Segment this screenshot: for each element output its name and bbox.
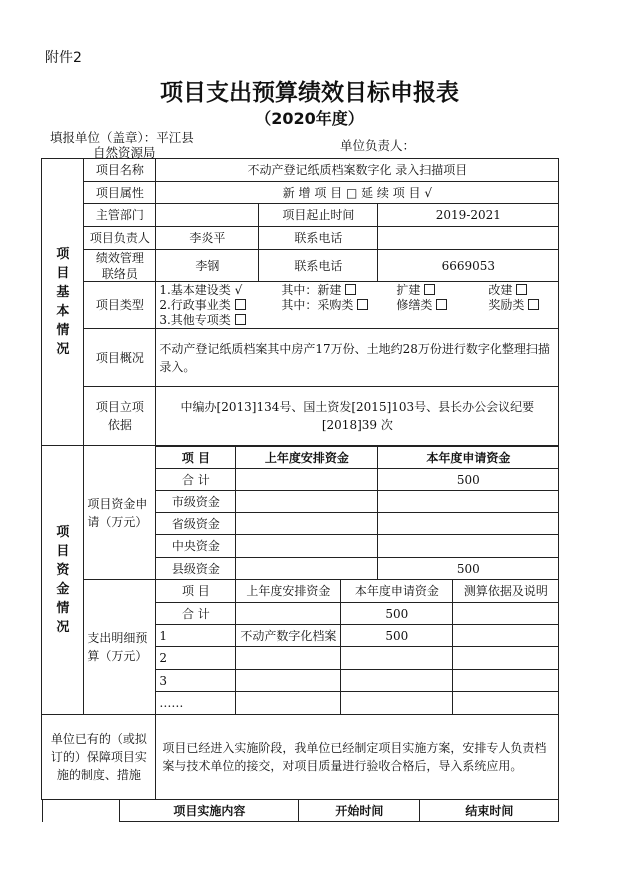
detail-cell: 3 <box>155 669 236 692</box>
apply-cell: 市级资金 <box>155 490 236 513</box>
unit-head-label: 单位负责人： <box>340 138 416 153</box>
perf-phone-label: 联系电话 <box>258 249 378 282</box>
detail-cell: 不动产数字化档案 <box>235 624 341 647</box>
apply-cell <box>235 490 378 513</box>
type-option[interactable] <box>281 283 396 298</box>
apply-header: 项 目 <box>155 446 236 469</box>
checkbox-icon <box>345 284 356 295</box>
apply-cell: 500 <box>377 468 559 491</box>
checkbox-icon <box>436 299 447 310</box>
perf-label: 绩效管理联络员 <box>83 249 156 282</box>
divider <box>42 800 43 822</box>
char: 情 <box>56 601 70 617</box>
char: 目 <box>56 266 70 282</box>
detail-cell <box>340 691 453 715</box>
detail-cell <box>452 624 559 647</box>
schedule-header: 结束时间 <box>419 799 559 822</box>
char: 项 <box>56 247 70 263</box>
option-label: 奖励类 <box>488 297 525 312</box>
detail-cell: 合 计 <box>155 602 236 625</box>
leader-value: 李炎平 <box>155 226 259 250</box>
char: 资 <box>56 563 70 579</box>
perf-phone: 6669053 <box>377 249 559 282</box>
project-attr: 新 增 项 目 □ 延 续 项 目 √ <box>155 181 559 204</box>
char: 况 <box>56 620 70 636</box>
char: 情 <box>56 323 70 339</box>
unit-name-line2: 自然资源局 <box>93 145 156 160</box>
apply-cell <box>377 534 559 558</box>
option-label: 改建 <box>488 282 513 297</box>
overview-text: 不动产登记纸质档案其中房产17万份、土地约28万份进行数字化整理扫描录入。 <box>155 328 559 387</box>
detail-cell: 2 <box>155 646 236 670</box>
apply-header: 本年度申请资金 <box>377 446 559 469</box>
apply-cell <box>235 557 378 580</box>
checkbox-icon <box>235 314 246 325</box>
perf-value: 李钢 <box>155 249 259 282</box>
project-name: 不动产登记纸质档案数字化 录入扫描项目 <box>155 158 559 182</box>
char: 项 <box>56 525 70 541</box>
basic-section-label <box>41 158 84 446</box>
char: 况 <box>56 342 70 358</box>
checkbox-icon <box>357 299 368 310</box>
detail-cell <box>452 691 559 715</box>
dept-value <box>155 203 259 227</box>
apply-cell <box>377 490 559 513</box>
attachment-label: 附件2 <box>45 50 82 66</box>
detail-cell <box>235 646 341 670</box>
type-option[interactable] <box>396 283 488 298</box>
apply-cell <box>235 468 378 491</box>
detail-header: 项 目 <box>155 579 236 603</box>
detail-cell <box>340 646 453 670</box>
schedule-header: 开始时间 <box>298 799 420 822</box>
detail-cell <box>235 602 341 625</box>
page-title: 项目支出预算绩效目标申报表 <box>160 80 459 106</box>
type-option[interactable] <box>159 298 281 313</box>
detail-cell: …… <box>155 691 236 715</box>
type-options <box>155 281 559 329</box>
apply-cell: 合 计 <box>155 468 236 491</box>
detail-cell <box>452 669 559 692</box>
name-label: 项目名称 <box>83 158 156 182</box>
detail-cell <box>452 602 559 625</box>
detail-cell <box>452 646 559 670</box>
period-label: 项目起止时间 <box>258 203 378 227</box>
attr-label: 项目属性 <box>83 181 156 204</box>
apply-cell: 500 <box>377 557 559 580</box>
checkbox-icon <box>528 299 539 310</box>
detail-cell: 1 <box>155 624 236 647</box>
detail-cell <box>235 691 341 715</box>
detail-cell: 500 <box>340 602 453 625</box>
option-label: 2.行政事业类 <box>159 297 231 312</box>
char: 本 <box>56 304 70 320</box>
type-option[interactable] <box>281 298 396 313</box>
char: 基 <box>56 285 70 301</box>
apply-cell: 省级资金 <box>155 512 236 535</box>
apply-cell: 县级资金 <box>155 557 236 580</box>
char: 金 <box>56 582 70 598</box>
type-option[interactable] <box>488 283 568 298</box>
type-option[interactable] <box>396 298 488 313</box>
apply-cell: 中央资金 <box>155 534 236 558</box>
option-label: 其中：新建 <box>281 282 342 297</box>
option-label: 3.其他专项类 <box>159 312 231 327</box>
period-value: 2019-2021 <box>377 203 559 227</box>
option-label: 修缮类 <box>396 297 433 312</box>
schedule-header: 项目实施内容 <box>119 799 299 822</box>
checkbox-icon <box>235 299 246 310</box>
detail-header: 本年度申请资金 <box>340 579 453 603</box>
basis-text: 中编办[2013]134号、国土资发[2015]103号、县长办公会议纪要[2018]39 次 <box>155 386 559 446</box>
checkbox-icon <box>424 284 435 295</box>
detail-header: 测算依据及说明 <box>452 579 559 603</box>
overview-label: 项目概况 <box>83 328 156 387</box>
option-label: 扩建 <box>396 282 421 297</box>
basis-label: 项目立项依据 <box>83 386 156 446</box>
unit-label: 填报单位（盖章）：平江县 <box>50 130 194 145</box>
option-label: 其中：采购类 <box>281 297 354 312</box>
measures-text: 项目已经进入实施阶段，我单位已经制定项目实施方案，安排专人负责档案与技术单位的接交，对项目质量进行验收合格后，导入系统应用。 <box>155 714 559 800</box>
leader-label: 项目负责人 <box>83 226 156 250</box>
type-option[interactable] <box>159 283 281 298</box>
apply-cell <box>235 534 378 558</box>
apply-header: 上年度安排资金 <box>235 446 378 469</box>
detail-label: 支出明细预算（万元） <box>83 579 156 715</box>
apply-cell <box>235 512 378 535</box>
checkbox-icon <box>516 284 527 295</box>
detail-cell <box>340 669 453 692</box>
funds-section-label <box>41 445 84 715</box>
detail-cell <box>235 669 341 692</box>
detail-cell: 500 <box>340 624 453 647</box>
leader-phone-label: 联系电话 <box>258 226 378 250</box>
detail-header: 上年度安排资金 <box>235 579 341 603</box>
type-option[interactable] <box>488 298 568 313</box>
apply-label: 项目资金申请（万元） <box>83 445 156 580</box>
leader-phone <box>377 226 559 250</box>
apply-cell <box>377 512 559 535</box>
type-label: 项目类型 <box>83 281 156 329</box>
year-label: （2020年度） <box>255 109 364 128</box>
dept-label: 主管部门 <box>83 203 156 227</box>
option-label: 1.基本建设类 √ <box>159 282 243 297</box>
type-option[interactable] <box>159 313 281 328</box>
char: 目 <box>56 544 70 560</box>
measures-label: 单位已有的（或拟订的）保障项目实施的制度、措施 <box>41 714 156 800</box>
